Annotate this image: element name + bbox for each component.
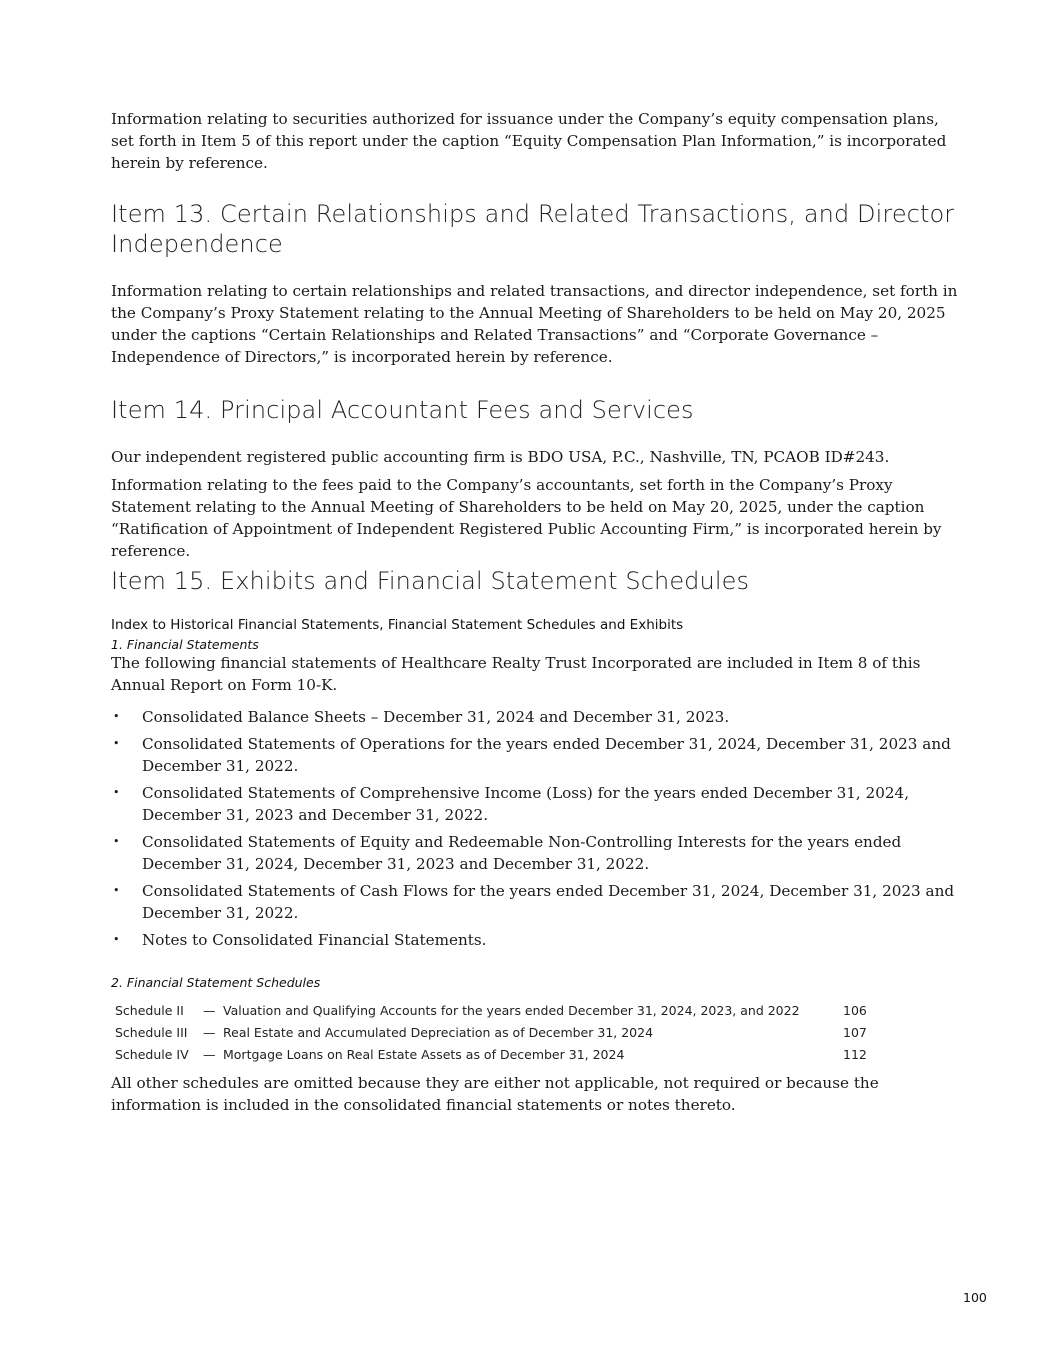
list-item: • Consolidated Statements of Operations for the years ended December 31, 2024, December 31, 2023 and December 31, 2022.: [113, 735, 951, 775]
schedule-page: 107: [843, 1025, 867, 1040]
bullet-icon: •: [113, 710, 120, 723]
closing-paragraph: All other schedules are omitted because they are either not applicable, not required or because the information is included in the consolidated financial statements or notes thereto.: [111, 1074, 879, 1114]
schedules-table: [115, 1000, 883, 1066]
dash: —: [203, 1025, 216, 1040]
schedule-description: Real Estate and Accumulated Depreciation as of December 31, 2024: [223, 1025, 654, 1040]
bullet-icon: •: [113, 786, 120, 799]
list-item: • Consolidated Statements of Cash Flows for the years ended December 31, 2024, December 31, 2023 and December 31, 2022.: [113, 882, 955, 922]
bullet-icon: •: [113, 835, 120, 848]
item14-heading: Item 14. Principal Accountant Fees and Services: [111, 396, 694, 424]
item14-paragraph-2: Information relating to the fees paid to the Company’s accountants, set forth in the Company’s Proxy Statement relating to the Annual Meeting of Shareholders to be held on May 20, 2025, under the caption “Ratification of Appointment of Independent Registered Public Accounting Firm,” is incorporated herein by reference.: [111, 476, 942, 560]
list-item: • Consolidated Statements of Comprehensive Income (Loss) for the years ended December 31, 2024, December 31, 2023 and December 31, 2022.: [113, 784, 910, 824]
financial-statements-intro: The following financial statements of Healthcare Realty Trust Incorporated are included in Item 8 of this Annual Report on Form 10-K.: [111, 654, 921, 694]
bullet-icon: •: [113, 933, 120, 946]
dash: —: [203, 1047, 216, 1062]
document-page: [111, 108, 963, 1116]
list-item: • Consolidated Balance Sheets – December 31, 2024 and December 31, 2023.: [113, 708, 730, 726]
item14-paragraph-1: Our independent registered public accounting firm is BDO USA, P.C., Nashville, TN, PCAOB ID#243.: [111, 448, 890, 466]
schedule-page: 112: [843, 1047, 867, 1062]
schedule-page: 106: [843, 1003, 867, 1018]
schedules-heading: 2. Financial Statement Schedules: [111, 975, 321, 990]
intro-paragraph: Information relating to securities authorized for issuance under the Company’s equity compensation plans, set forth in Item 5 of this report under the caption “Equity Compensation Plan Information,” is incorporated herein by reference.: [111, 110, 947, 172]
table-row: [115, 1022, 883, 1044]
bullet-icon: •: [113, 884, 120, 897]
dash: —: [203, 1003, 216, 1018]
page-number: 100: [963, 1290, 987, 1305]
item13-paragraph: Information relating to certain relationships and related transactions, and director independence, set forth in the Company’s Proxy Statement relating to the Annual Meeting of Shareholders to be held on May 20, 2025 under the captions “Certain Relationships and Related Transactions” and “Corporate Governance – Independence of Directors,” is incorporated herein by reference.: [111, 282, 958, 366]
item13-heading: Item 13. Certain Relationships and Related Transactions, and Director Independence: [111, 200, 955, 258]
item15-heading: Item 15. Exhibits and Financial Statement Schedules: [111, 567, 750, 595]
table-row: [115, 1000, 883, 1022]
index-heading: Index to Historical Financial Statements, Financial Statement Schedules and Exhibits: [111, 617, 684, 633]
financial-statements-list: [111, 706, 963, 951]
list-item: • Notes to Consolidated Financial Statements.: [113, 931, 487, 949]
financial-statements-heading: 1. Financial Statements: [111, 637, 259, 652]
schedule-name: Schedule IV: [115, 1047, 189, 1062]
schedule-name: Schedule II: [115, 1003, 184, 1018]
list-item: • Consolidated Statements of Equity and Redeemable Non-Controlling Interests for the years ended December 31, 2024, December 31, 2023 and December 31, 2022.: [113, 833, 902, 873]
schedule-description: Valuation and Qualifying Accounts for the years ended December 31, 2024, 2023, and 2022: [223, 1003, 800, 1018]
table-row: [115, 1044, 883, 1066]
bullet-icon: •: [113, 737, 120, 750]
schedule-description: Mortgage Loans on Real Estate Assets as of December 31, 2024: [223, 1047, 625, 1062]
schedule-name: Schedule III: [115, 1025, 188, 1040]
